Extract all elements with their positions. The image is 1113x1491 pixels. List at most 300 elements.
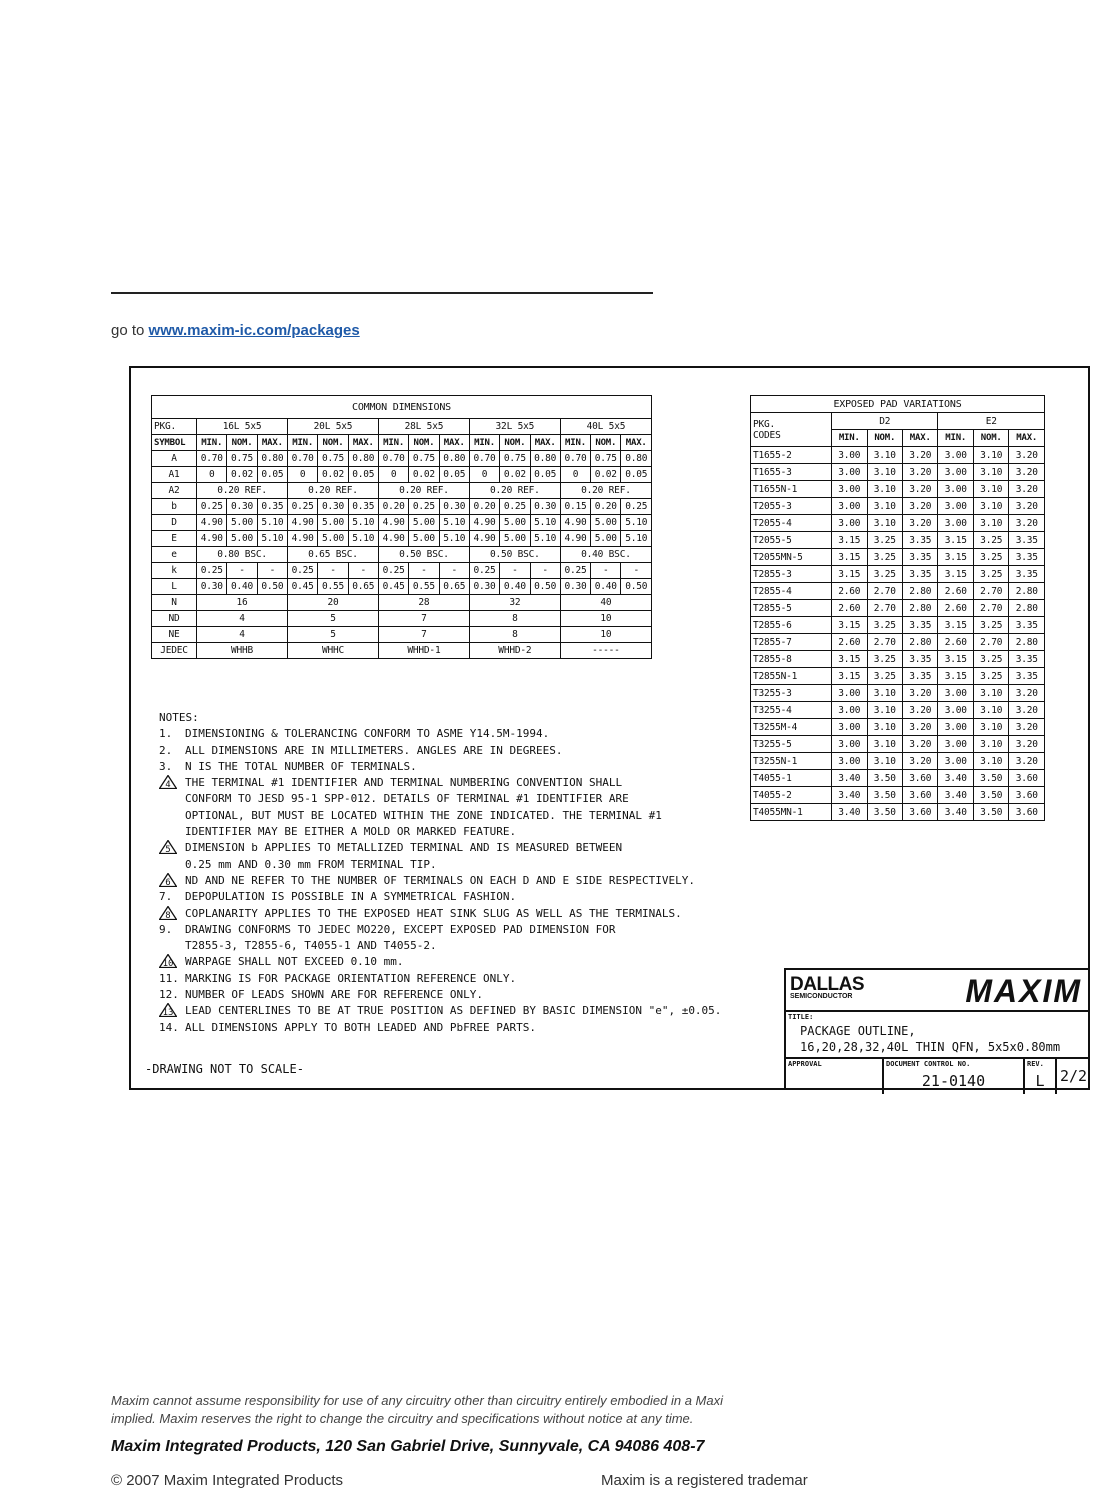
note-item: [159, 1020, 721, 1036]
table-row: [152, 483, 652, 499]
value-cell: 0.20: [469, 499, 499, 515]
value-cell: 3.00: [832, 685, 867, 702]
symbol-cell: A: [152, 451, 197, 467]
note-number: 14.: [159, 1020, 179, 1034]
rev-label: REV.: [1027, 1060, 1044, 1068]
span-cell: WHHC: [288, 643, 379, 659]
symbol-cell: NE: [152, 627, 197, 643]
value-cell: 3.50: [867, 787, 902, 804]
title-block: [784, 968, 1090, 1090]
value-cell: 3.10: [973, 481, 1008, 498]
symbol-cell: E: [152, 531, 197, 547]
value-cell: 3.10: [867, 719, 902, 736]
title-section: [786, 1012, 1090, 1059]
value-cell: 0.65: [348, 579, 378, 595]
value-cell: 3.40: [832, 770, 867, 787]
value-cell: 4.90: [378, 515, 408, 531]
value-cell: 3.10: [973, 464, 1008, 481]
table-row: [751, 583, 1045, 600]
sub-header: MIN.: [469, 435, 499, 451]
value-cell: 3.20: [903, 702, 938, 719]
delta-icon: [159, 873, 177, 887]
value-cell: 2.80: [1009, 600, 1045, 617]
note-number: 11.: [159, 971, 179, 985]
value-cell: 0: [288, 467, 318, 483]
table-row: [751, 447, 1045, 464]
value-cell: 2.70: [973, 600, 1008, 617]
value-cell: 4.90: [288, 531, 318, 547]
value-cell: 3.00: [832, 464, 867, 481]
disclaimer-line-1: Maxim cannot assume responsibility for use of any circuitry other than circuitry entirely embodied in a Maxi: [111, 1393, 723, 1408]
symbol-cell: A2: [152, 483, 197, 499]
value-cell: 0.02: [500, 467, 530, 483]
value-cell: -: [257, 563, 287, 579]
value-cell: 0: [560, 467, 590, 483]
value-cell: 0.20: [591, 499, 621, 515]
note-item: [159, 922, 721, 955]
value-cell: 0.80: [439, 451, 469, 467]
value-cell: 3.35: [903, 617, 938, 634]
value-cell: 2.70: [867, 583, 902, 600]
value-cell: 0.75: [500, 451, 530, 467]
value-cell: 0.25: [500, 499, 530, 515]
value-cell: 3.15: [832, 617, 867, 634]
table-row: [751, 481, 1045, 498]
delta-icon: [159, 775, 177, 789]
value-cell: 3.40: [938, 770, 973, 787]
value-cell: 3.10: [867, 447, 902, 464]
value-cell: 0.70: [560, 451, 590, 467]
dallas-semiconductor: SEMICONDUCTOR: [790, 993, 853, 1000]
value-cell: 0.05: [348, 467, 378, 483]
table-row: [152, 547, 652, 563]
value-cell: 3.15: [832, 532, 867, 549]
value-cell: 5.10: [439, 531, 469, 547]
value-cell: 0.05: [257, 467, 287, 483]
value-cell: 3.15: [938, 668, 973, 685]
value-cell: 0.80: [621, 451, 652, 467]
value-cell: 3.35: [1009, 549, 1045, 566]
note-line: ND AND NE REFER TO THE NUMBER OF TERMINALS ON EACH D AND E SIDE RESPECTIVELY.: [185, 873, 695, 887]
value-cell: 3.00: [938, 719, 973, 736]
value-cell: 3.20: [903, 736, 938, 753]
value-cell: 0.30: [530, 499, 560, 515]
note-item: [159, 873, 721, 889]
value-cell: 0.40: [591, 579, 621, 595]
table-row: [751, 753, 1045, 770]
value-cell: 3.00: [938, 464, 973, 481]
package-code: T4055MN-1: [751, 804, 832, 821]
value-cell: -: [530, 563, 560, 579]
value-cell: 5.00: [409, 531, 439, 547]
trademark-note: Maxim is a registered trademar: [601, 1472, 808, 1489]
note-number: 12.: [159, 988, 179, 1002]
note-line: OPTIONAL, BUT MUST BE LOCATED WITHIN THE ZONE INDICATED. THE TERMINAL #1: [185, 808, 662, 822]
note-number: 7.: [159, 890, 173, 904]
symbol-cell: k: [152, 563, 197, 579]
table-row: [751, 668, 1045, 685]
package-code: T2055-5: [751, 532, 832, 549]
span-cell: 10: [560, 627, 651, 643]
value-cell: 3.60: [1009, 804, 1045, 821]
table-row: [152, 531, 652, 547]
value-cell: 3.25: [867, 617, 902, 634]
value-cell: 0.70: [469, 451, 499, 467]
note-number-text: 4: [165, 780, 171, 791]
value-cell: 3.00: [832, 498, 867, 515]
value-cell: -: [621, 563, 652, 579]
table-row: [751, 532, 1045, 549]
value-cell: 0.30: [197, 579, 227, 595]
value-cell: -: [500, 563, 530, 579]
span-cell: 7: [378, 611, 469, 627]
sheet-cell: [1057, 1059, 1090, 1094]
note-item: [159, 840, 721, 873]
value-cell: 3.35: [1009, 668, 1045, 685]
note-item: [159, 906, 721, 922]
value-cell: 0.02: [318, 467, 348, 483]
note-line: T2855-3, T2855-6, T4055-1 AND T4055-2.: [185, 939, 437, 953]
value-cell: 3.10: [973, 685, 1008, 702]
table-row: [152, 515, 652, 531]
span-cell: 0.65 BSC.: [288, 547, 379, 563]
value-cell: 2.60: [938, 634, 973, 651]
symbol-cell: L: [152, 579, 197, 595]
value-cell: 3.10: [867, 702, 902, 719]
sub-header: MIN.: [938, 430, 973, 447]
value-cell: 0.25: [288, 499, 318, 515]
value-cell: 3.20: [903, 464, 938, 481]
value-cell: 3.15: [832, 668, 867, 685]
value-cell: 2.60: [938, 583, 973, 600]
value-cell: 0.20: [378, 499, 408, 515]
span-cell: 8: [469, 611, 560, 627]
value-cell: 5.00: [591, 515, 621, 531]
package-code: T2855-7: [751, 634, 832, 651]
value-cell: 3.40: [832, 787, 867, 804]
table-row: [751, 464, 1045, 481]
value-cell: 3.00: [938, 753, 973, 770]
span-cell: 5: [288, 627, 379, 643]
value-cell: 0.30: [439, 499, 469, 515]
value-cell: 0.02: [409, 467, 439, 483]
note-number: 1.: [159, 727, 173, 741]
value-cell: 5.10: [530, 531, 560, 547]
value-cell: 0.70: [197, 451, 227, 467]
delta-icon: [159, 906, 177, 920]
span-cell: 0.80 BSC.: [197, 547, 288, 563]
table-row: [751, 804, 1045, 821]
maxim-logo: MAXIM: [965, 973, 1082, 1009]
sub-header: MAX.: [1009, 430, 1045, 447]
value-cell: 3.50: [867, 770, 902, 787]
value-cell: 3.25: [867, 566, 902, 583]
approval-label: APPROVAL: [788, 1060, 822, 1068]
value-cell: 5.00: [318, 515, 348, 531]
value-cell: 2.70: [973, 583, 1008, 600]
value-cell: 0.30: [227, 499, 257, 515]
value-cell: 0.25: [621, 499, 652, 515]
package-header: 20L 5x5: [288, 419, 379, 435]
value-cell: 0.75: [409, 451, 439, 467]
table-row: [152, 643, 652, 659]
value-cell: 3.35: [903, 651, 938, 668]
value-cell: 0.40: [500, 579, 530, 595]
value-cell: 3.10: [867, 464, 902, 481]
value-cell: 3.10: [973, 702, 1008, 719]
value-cell: 3.10: [867, 515, 902, 532]
value-cell: 3.25: [973, 668, 1008, 685]
exposed-pad-table: [750, 395, 1045, 821]
value-cell: 3.00: [832, 447, 867, 464]
package-code: T2055-4: [751, 515, 832, 532]
value-cell: 3.15: [832, 651, 867, 668]
value-cell: 3.25: [867, 532, 902, 549]
value-cell: 3.10: [973, 447, 1008, 464]
sub-header: NOM.: [973, 430, 1008, 447]
value-cell: 3.10: [973, 719, 1008, 736]
note-number: 3.: [159, 759, 173, 773]
value-cell: 2.60: [832, 583, 867, 600]
value-cell: 0.50: [621, 579, 652, 595]
package-code: T2855-3: [751, 566, 832, 583]
sub-header: MIN.: [560, 435, 590, 451]
dallas-name: DALLAS: [790, 974, 865, 995]
common-title: COMMON DIMENSIONS: [152, 396, 652, 419]
value-cell: 2.70: [867, 634, 902, 651]
value-cell: 0.30: [560, 579, 590, 595]
title-label: TITLE:: [788, 1013, 814, 1021]
value-cell: 2.70: [973, 634, 1008, 651]
value-cell: 3.40: [832, 804, 867, 821]
note-item: [159, 726, 721, 742]
note-item: [159, 987, 721, 1003]
sub-header: NOM.: [591, 435, 621, 451]
packages-link-line: [111, 322, 360, 339]
value-cell: 0: [197, 467, 227, 483]
value-cell: 3.10: [973, 515, 1008, 532]
value-cell: 4.90: [560, 531, 590, 547]
symbol-cell: JEDEC: [152, 643, 197, 659]
package-code: T3255-3: [751, 685, 832, 702]
value-cell: 3.00: [938, 481, 973, 498]
value-cell: 0.45: [288, 579, 318, 595]
sub-header: MIN.: [832, 430, 867, 447]
disclaimer: [111, 1392, 851, 1428]
note-item: [159, 889, 721, 905]
value-cell: 3.15: [832, 549, 867, 566]
value-cell: 5.10: [348, 515, 378, 531]
note-line: LEAD CENTERLINES TO BE AT TRUE POSITION AS DEFINED BY BASIC DIMENSION "e", ±0.05.: [185, 1004, 722, 1018]
table-row: [751, 719, 1045, 736]
value-cell: 0.70: [288, 451, 318, 467]
value-cell: -: [227, 563, 257, 579]
value-cell: 3.50: [973, 770, 1008, 787]
package-code: T1655N-1: [751, 481, 832, 498]
span-cell: 0.20 REF.: [378, 483, 469, 499]
value-cell: 4.90: [469, 531, 499, 547]
value-cell: 3.60: [903, 804, 938, 821]
value-cell: 0.80: [530, 451, 560, 467]
value-cell: 2.80: [1009, 634, 1045, 651]
value-cell: 3.00: [832, 736, 867, 753]
package-code: T2055-3: [751, 498, 832, 515]
value-cell: 3.00: [938, 702, 973, 719]
note-number: [159, 775, 181, 794]
package-code: T1655-2: [751, 447, 832, 464]
value-cell: 3.25: [973, 549, 1008, 566]
value-cell: 3.00: [832, 515, 867, 532]
symbol-label: SYMBOL: [152, 435, 197, 451]
value-cell: 3.20: [903, 481, 938, 498]
value-cell: 5.00: [409, 515, 439, 531]
span-cell: 28: [378, 595, 469, 611]
value-cell: 4.90: [197, 515, 227, 531]
company-address: Maxim Integrated Products, 120 San Gabriel Drive, Sunnyvale, CA 94086 408-7: [111, 1438, 705, 1455]
value-cell: 0.35: [348, 499, 378, 515]
table-row: [751, 515, 1045, 532]
table-row: [152, 627, 652, 643]
value-cell: 0.75: [591, 451, 621, 467]
value-cell: 3.10: [867, 685, 902, 702]
value-cell: 3.10: [973, 753, 1008, 770]
title-line-1: PACKAGE OUTLINE,: [800, 1024, 916, 1038]
package-code: T2055MN-5: [751, 549, 832, 566]
span-cell: WHHD-2: [469, 643, 560, 659]
value-cell: -: [591, 563, 621, 579]
common-dimensions-table: [151, 395, 652, 659]
packages-link[interactable]: www.maxim-ic.com/packages: [148, 322, 360, 339]
value-cell: 3.20: [1009, 481, 1045, 498]
value-cell: 3.25: [973, 651, 1008, 668]
note-line: ALL DIMENSIONS ARE IN MILLIMETERS. ANGLES ARE IN DEGREES.: [185, 743, 563, 757]
value-cell: 4.90: [197, 531, 227, 547]
note-line: IDENTIFIER MAY BE EITHER A MOLD OR MARKED FEATURE.: [185, 825, 517, 839]
value-cell: 0.40: [227, 579, 257, 595]
span-cell: 0.20 REF.: [469, 483, 560, 499]
note-line: N IS THE TOTAL NUMBER OF TERMINALS.: [185, 759, 417, 773]
note-number-text: 5: [165, 845, 171, 856]
value-cell: 5.00: [500, 531, 530, 547]
value-cell: 0.75: [227, 451, 257, 467]
note-line: NUMBER OF LEADS SHOWN ARE FOR REFERENCE ONLY.: [185, 988, 484, 1002]
note-item: [159, 1003, 721, 1019]
sub-header: MIN.: [378, 435, 408, 451]
note-line: THE TERMINAL #1 IDENTIFIER AND TERMINAL NUMBERING CONVENTION SHALL: [185, 776, 623, 790]
value-cell: 0.55: [318, 579, 348, 595]
span-cell: 0.20 REF.: [560, 483, 651, 499]
note-number: 9.: [159, 922, 173, 936]
value-cell: 4.90: [560, 515, 590, 531]
value-cell: 3.10: [973, 736, 1008, 753]
value-cell: 3.25: [867, 651, 902, 668]
value-cell: 0.25: [409, 499, 439, 515]
package-code: T3255-5: [751, 736, 832, 753]
pkg-codes-label: [751, 413, 832, 447]
value-cell: 0.25: [197, 563, 227, 579]
table-row: [751, 600, 1045, 617]
table-row: [152, 451, 652, 467]
value-cell: 0.02: [227, 467, 257, 483]
note-line: CONFORM TO JESD 95-1 SPP-012. DETAILS OF TERMINAL #1 IDENTIFIER ARE: [185, 792, 629, 806]
table-row: [152, 563, 652, 579]
span-cell: 5: [288, 611, 379, 627]
package-code: T2855-5: [751, 600, 832, 617]
document-label: DOCUMENT CONTROL NO.: [886, 1060, 971, 1068]
value-cell: 0.50: [257, 579, 287, 595]
value-cell: 2.60: [832, 600, 867, 617]
value-cell: 3.20: [1009, 753, 1045, 770]
value-cell: 3.10: [973, 498, 1008, 515]
table-row: [152, 595, 652, 611]
value-cell: 3.35: [1009, 566, 1045, 583]
sub-header: MIN.: [197, 435, 227, 451]
note-item: [159, 775, 721, 840]
common-package-row: [152, 419, 652, 435]
value-cell: 0.25: [197, 499, 227, 515]
value-cell: 3.10: [867, 736, 902, 753]
value-cell: 0.70: [378, 451, 408, 467]
sub-header: MAX.: [348, 435, 378, 451]
value-cell: 3.40: [938, 787, 973, 804]
value-cell: 3.35: [1009, 651, 1045, 668]
value-cell: 0.45: [378, 579, 408, 595]
value-cell: -: [439, 563, 469, 579]
sub-header: NOM.: [867, 430, 902, 447]
note-line: WARPAGE SHALL NOT EXCEED 0.10 mm.: [185, 955, 404, 969]
value-cell: 3.20: [1009, 685, 1045, 702]
table-row: [152, 611, 652, 627]
package-code: T2855-4: [751, 583, 832, 600]
span-cell: 0.20 REF.: [288, 483, 379, 499]
value-cell: 5.10: [257, 531, 287, 547]
package-header: 40L 5x5: [560, 419, 651, 435]
value-cell: 3.00: [832, 719, 867, 736]
value-cell: 3.15: [938, 617, 973, 634]
value-cell: 3.20: [1009, 702, 1045, 719]
span-cell: 0.20 REF.: [197, 483, 288, 499]
table-row: [751, 787, 1045, 804]
package-header: 28L 5x5: [378, 419, 469, 435]
value-cell: 3.00: [938, 736, 973, 753]
copyright: © 2007 Maxim Integrated Products: [111, 1472, 344, 1489]
sheet-value: 2/2: [1059, 1067, 1088, 1085]
span-cell: 16: [197, 595, 288, 611]
sub-header: MAX.: [439, 435, 469, 451]
note-line: COPLANARITY APPLIES TO THE EXPOSED HEAT SINK SLUG AS WELL AS THE TERMINALS.: [185, 906, 682, 920]
value-cell: 3.25: [973, 617, 1008, 634]
rev-value: L: [1035, 1072, 1045, 1090]
delta-icon: [159, 1003, 177, 1017]
package-header: 32L 5x5: [469, 419, 560, 435]
value-cell: 3.60: [903, 787, 938, 804]
value-cell: 0.05: [439, 467, 469, 483]
note-line: DEPOPULATION IS POSSIBLE IN A SYMMETRICAL FASHION.: [185, 890, 517, 904]
value-cell: 2.60: [938, 600, 973, 617]
span-cell: 40: [560, 595, 651, 611]
exposed-group-row: [751, 413, 1045, 430]
table-row: [152, 579, 652, 595]
value-cell: 0.75: [318, 451, 348, 467]
codes-label: CODES: [753, 429, 781, 441]
sub-header: NOM.: [500, 435, 530, 451]
rev-cell: [1025, 1059, 1057, 1094]
value-cell: 3.20: [903, 498, 938, 515]
symbol-cell: A1: [152, 467, 197, 483]
value-cell: 0.30: [318, 499, 348, 515]
sub-header: MAX.: [903, 430, 938, 447]
symbol-cell: b: [152, 499, 197, 515]
